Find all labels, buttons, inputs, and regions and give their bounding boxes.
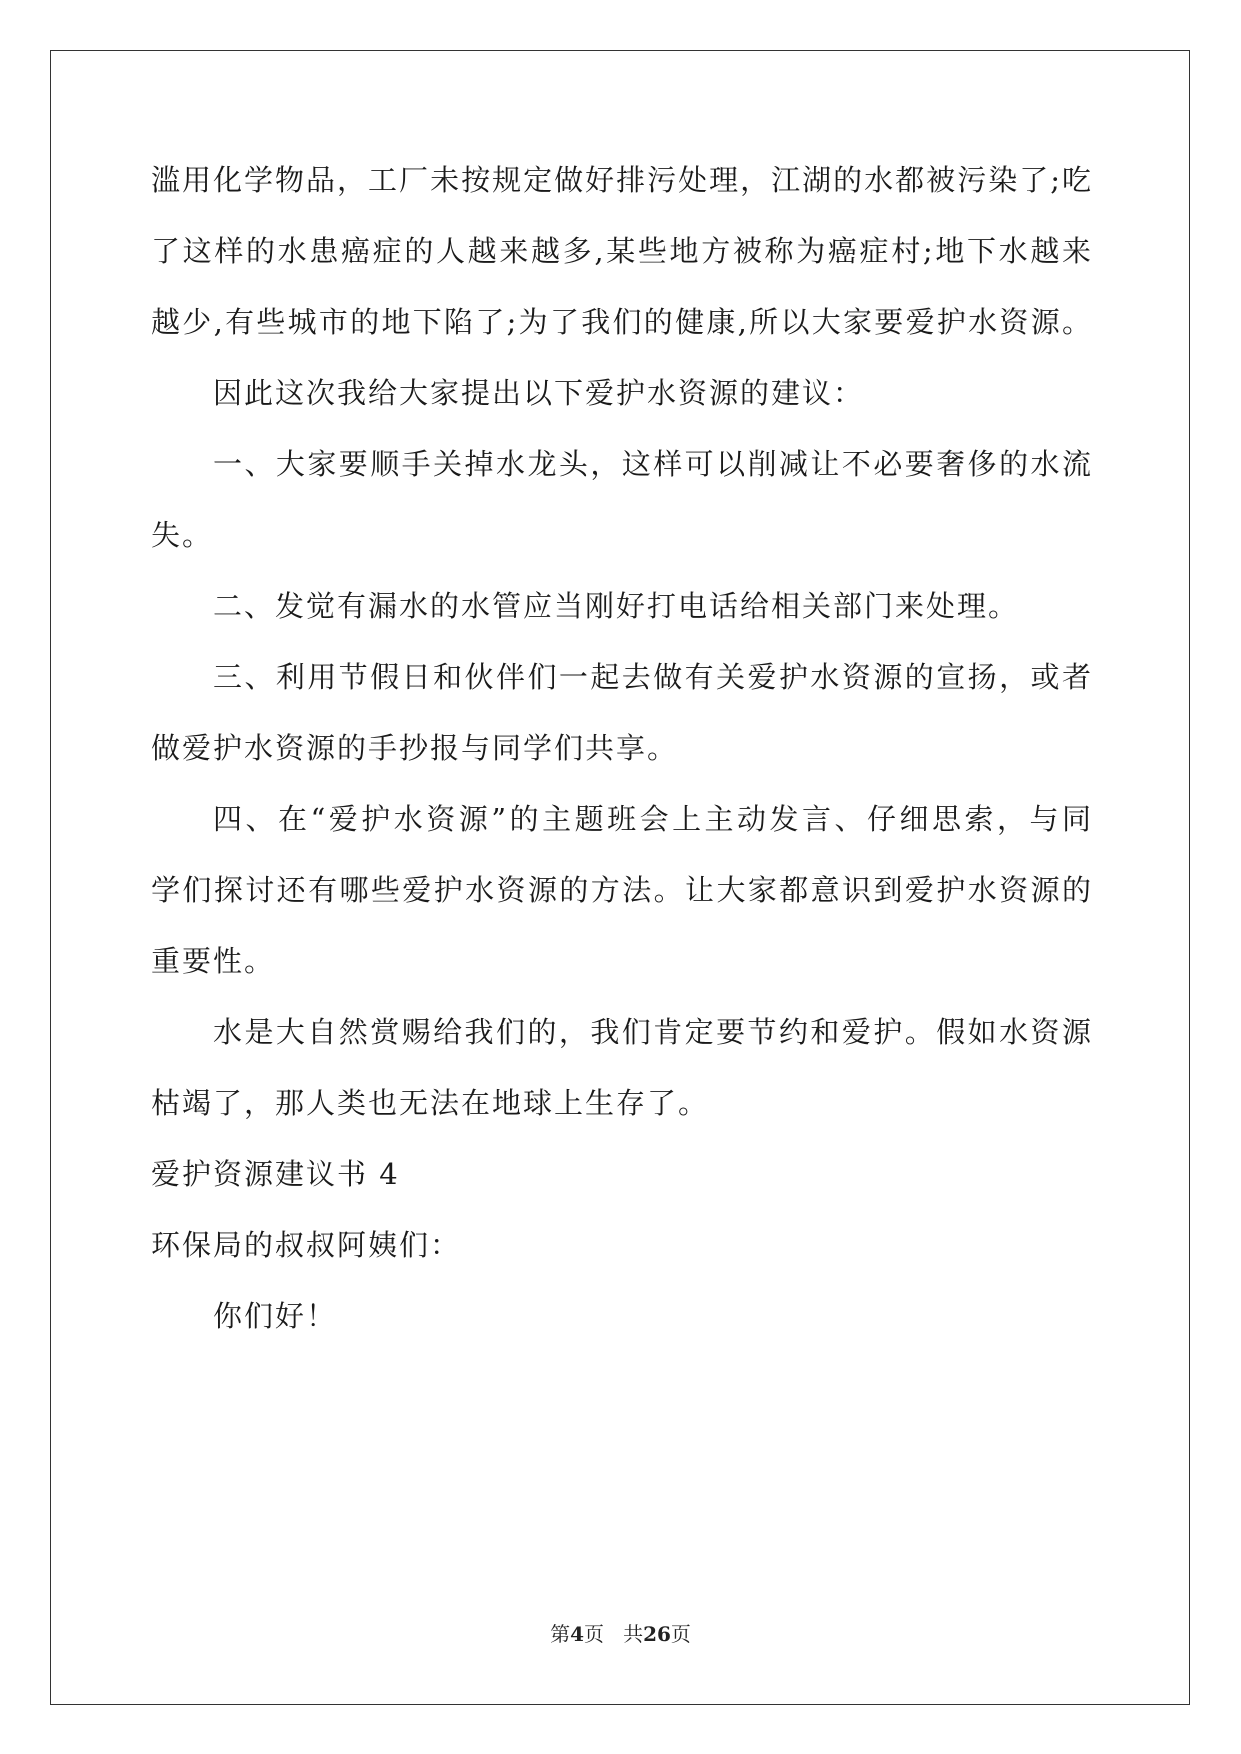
paragraph-line-9: 做爱护水资源的手抄报与同学们共享。 (151, 731, 679, 765)
paragraph-line-13: 水是大自然赏赐给我们的，我们肯定要节约和爱护。假如水资源 (213, 1015, 1091, 1049)
footer-prefix: 第 (550, 1622, 571, 1646)
greeting: 你们好！ (213, 1299, 338, 1333)
paragraph-line-4: 因此这次我给大家提出以下爱护水资源的建议： (213, 376, 865, 410)
footer-total-suffix: 页 (670, 1622, 691, 1646)
paragraph-line-2: 了这样的水患癌症的人越来越多,某些地方被称为癌症村;地下水越来 (151, 234, 1091, 268)
paragraph-line-8: 三、利用节假日和伙伴们一起去做有关爱护水资源的宣扬，或者 (213, 660, 1091, 694)
paragraph-line-14: 枯竭了，那人类也无法在地球上生存了。 (151, 1086, 710, 1120)
paragraph-line-10: 四、在“爱护水资源”的主题班会上主动发言、仔细思索，与同 (213, 802, 1091, 836)
footer-total-pages: 26 (643, 1622, 671, 1646)
paragraph-line-11: 学们探讨还有哪些爱护水资源的方法。让大家都意识到爱护水资源的 (151, 873, 1091, 907)
section-title: 爱护资源建议书 4 (151, 1157, 400, 1191)
footer-total-prefix: 共 (623, 1622, 644, 1646)
page-footer (0, 1620, 1241, 1648)
footer-page-number: 4 (570, 1622, 584, 1646)
paragraph-line-5: 一、大家要顺手关掉水龙头，这样可以削减让不必要奢侈的水流 (213, 447, 1091, 481)
paragraph-line-6: 失。 (151, 518, 214, 552)
salutation: 环保局的叔叔阿姨们： (151, 1228, 462, 1262)
paragraph-line-1: 滥用化学物品，工厂未按规定做好排污处理，江湖的水都被污染了;吃 (151, 163, 1091, 197)
footer-page-suffix: 页 (584, 1622, 604, 1646)
paragraph-line-12: 重要性。 (151, 944, 276, 978)
paragraph-line-7: 二、发觉有漏水的水管应当刚好打电话给相关部门来处理。 (213, 589, 1020, 623)
paragraph-line-3: 越少,有些城市的地下陷了;为了我们的健康,所以大家要爱护水资源。 (151, 305, 1091, 339)
